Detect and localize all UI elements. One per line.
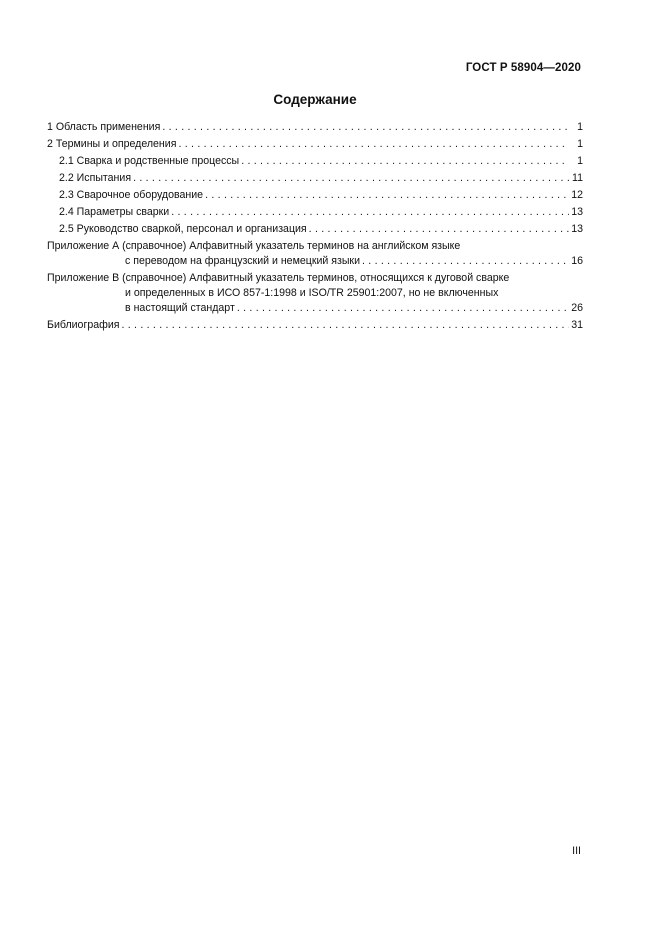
- toc-entry-label: Приложение В (справочное) Алфавитный указатель терминов, относящихся к дуговой сварке: [47, 272, 510, 284]
- toc-entry-label: 2 Термины и определения: [47, 138, 177, 150]
- dot-leader: [162, 120, 569, 135]
- toc-entry-label: 2.4 Параметры сварки: [59, 206, 170, 218]
- dot-leader: [362, 254, 569, 269]
- toc-entry-page: 26: [571, 302, 583, 314]
- dot-leader: [309, 222, 569, 237]
- toc-entry-label-continuation: с переводом на французский и немецкий языки: [125, 255, 360, 267]
- toc-entry-label-continuation: и определенных в ИСО 857-1:1998 и ISO/TR 25901:2007, но не включенных: [125, 287, 499, 299]
- toc-entry-page: 13: [571, 206, 583, 218]
- table-of-contents: [47, 120, 583, 335]
- toc-entry-page: 1: [577, 155, 583, 167]
- page-number: III: [572, 845, 581, 857]
- dot-leader: [178, 137, 569, 152]
- toc-entry-page: 31: [571, 319, 583, 331]
- toc-entry-label: 2.1 Сварка и родственные процессы: [59, 155, 240, 167]
- toc-entry-bibliography[interactable]: [47, 318, 583, 333]
- toc-entry-welding-management[interactable]: [47, 222, 583, 237]
- toc-entry-page: 1: [577, 121, 583, 133]
- dot-leader: [133, 171, 569, 186]
- dot-leader: [237, 301, 569, 316]
- toc-title: Содержание: [273, 92, 357, 107]
- toc-entry-label: Приложение А (справочное) Алфавитный указатель терминов на английском языке: [47, 240, 461, 252]
- toc-entry-page: 13: [571, 223, 583, 235]
- toc-entry-label-continuation: в настоящий стандарт: [125, 302, 235, 314]
- toc-entry-welding-equipment[interactable]: [47, 188, 583, 203]
- toc-entry-page: 11: [572, 172, 583, 184]
- toc-entry-page: 16: [571, 255, 583, 267]
- toc-entry-label: 2.5 Руководство сваркой, персонал и организация: [59, 223, 307, 235]
- toc-entry-terms[interactable]: [47, 137, 583, 152]
- toc-entry-page: 1: [577, 138, 583, 150]
- toc-entry-testing[interactable]: [47, 171, 583, 186]
- toc-entry-page: 12: [571, 189, 583, 201]
- dot-leader: [205, 188, 569, 203]
- toc-entry-label: 2.2 Испытания: [59, 172, 132, 184]
- toc-entry-label: 2.3 Сварочное оборудование: [59, 189, 204, 201]
- dot-leader: [121, 318, 569, 333]
- toc-entry-scope[interactable]: [47, 120, 583, 135]
- toc-entry-label: Библиография: [47, 319, 120, 331]
- dot-leader: [171, 205, 569, 220]
- toc-entry-welding-processes[interactable]: [47, 154, 583, 169]
- toc-entry-appendix-b[interactable]: [47, 271, 583, 316]
- toc-entry-label: 1 Область применения: [47, 121, 161, 133]
- dot-leader: [241, 154, 569, 169]
- toc-entry-appendix-a[interactable]: [47, 239, 583, 269]
- document-standard-number: ГОСТ Р 58904—2020: [465, 62, 581, 74]
- toc-entry-welding-parameters[interactable]: [47, 205, 583, 220]
